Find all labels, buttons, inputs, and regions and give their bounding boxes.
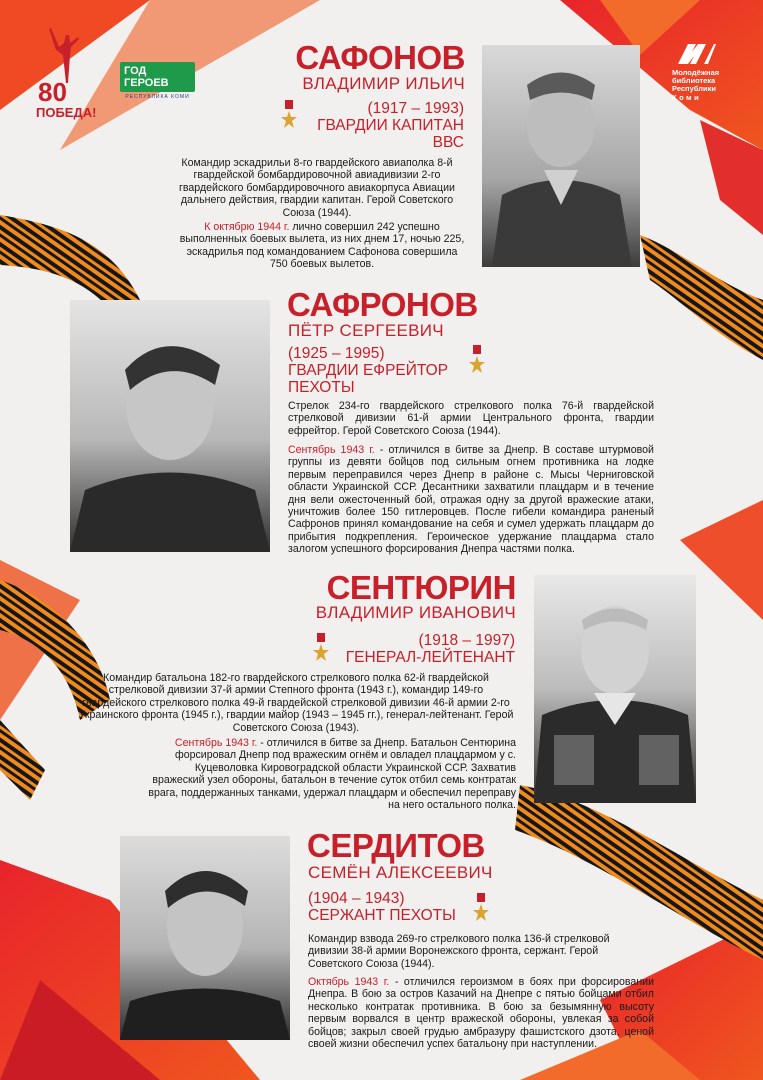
hero-portrait-figure: [534, 575, 696, 803]
hero-rank: ГВАРДИИ ЕФРЕЙТОР: [288, 362, 449, 379]
hero-given-name: ВЛАДИМИР ИЛЬИЧ: [302, 74, 465, 93]
library-m-icon: [678, 42, 716, 64]
hero-rank-branch: ПЕХОТЫ: [288, 379, 355, 396]
hero-given-name: СЕМЁН АЛЕКСЕЕВИЧ: [308, 863, 493, 882]
library-logo: [672, 42, 732, 102]
hero-rank: ГЕНЕРАЛ-ЛЕЙТЕНАНТ: [345, 649, 515, 666]
hero-given-name: ПЁТР СЕРГЕЕВИЧ: [288, 321, 444, 340]
hero-bio: Командир взвода 269-го стрелкового полка 136-й стрелковой дивизии 38-й армии Воронежского фронта, сержант. Герой Советского Союза (1944).: [308, 933, 610, 970]
hero-feat-date: Сентябрь 1943 г.: [288, 444, 375, 456]
library-line: Республики: [672, 84, 716, 94]
year-of-heroes-logo: [120, 62, 195, 100]
hero-years: (1925 – 1995): [288, 345, 385, 362]
hero-years: (1917 – 1993): [367, 100, 464, 117]
motherland-statue-icon: [46, 25, 86, 83]
hero-portrait-figure: [70, 300, 270, 552]
hero-surname: СЕНТЮРИН: [326, 569, 516, 606]
hero-feat-text: - отличился в битве за Днепр. Батальон Сентюрина форсировал Днепр под вражеским огнём и овладел плацдармом у с. Куцеволовка Кировоградской области Украинской ССР. Захватив вражеский узел обороны, батальон в течение суток отбил семь контратак врага, поддержанных танками, удержал плацдарм и обеспечил переправу на него остального полка.: [148, 737, 516, 812]
hero-feat-text: лично совершил 242 успешно выполненных боевых вылета, из них днем 17, ночью 225, эскадрилья под командованием Сафонова совершила 750 боевых вылетов.: [179, 221, 465, 271]
hero-portrait-figure: [482, 45, 640, 267]
hero-bio: Командир батальона 182-го гвардейского стрелкового полка 62-й гвардейской стрелковой дивизии 37-й армии Степного фронта (1943 г.), командир 149-го гвардейского стрелкового полка 49-й гвардейской стрелковой дивизии 46-й армии 2-го Украинского фронта (1945 г.), гвардии майор (1943 – 1945 гг.), генерал-лейтенант. Герой Советского Союза (1943).: [78, 672, 514, 734]
hero-feat-date: Октябрь 1943 г.: [308, 976, 390, 988]
hero-portrait: [70, 300, 270, 552]
hero-star-icon: [281, 100, 297, 130]
hero-bio: Командир эскадрильи 8-го гвардейского авиаполка 8-й гвардейской бомбардировочной авиадивизии 2-го гвардейского бомбардировочного авиакорпуса Авиации дальнего действия, гвардии капитан. Герой Советского Союза (1944).: [179, 157, 455, 219]
hero-bio: Стрелок 234-го гвардейского стрелкового полка 76-й гвардейской стрелковой дивизии 61-й армии Центрального фронта, гвардии ефрейтор. Герой Советского Союза (1944).: [288, 400, 654, 437]
victory-word: ПОБЕДА!: [36, 105, 97, 120]
hero-feat: [308, 976, 654, 1050]
victory-number: 80: [38, 77, 67, 107]
hero-rank-branch: ВВС: [432, 134, 464, 151]
hero-surname: САФРОНОВ: [287, 286, 478, 323]
hero-rank: СЕРЖАНТ ПЕХОТЫ: [308, 907, 456, 924]
hero-feat: [178, 221, 466, 271]
hero-surname: СЕРДИТОВ: [307, 827, 485, 864]
hero-star-icon: [313, 633, 329, 663]
hero-feat: [146, 737, 516, 811]
hero-feat-text: - отличился героизмом в боях при форсировании Днепра. В бою за остров Казачий на Днепре с пятью бойцами отбил несколько контратак противника. В бою за безымянную высоту первым ворвался в центр вражеской обороны, увлекая за собой бойцов; закрыл своей грудью амбразуру фашистского дзота, ценой своей жизни обеспечил успех батальону при наступлении.: [308, 976, 655, 1051]
hero-years: (1904 – 1943): [308, 890, 405, 907]
hero-years: (1918 – 1997): [418, 632, 515, 649]
victory-logo: [34, 25, 97, 125]
year-of-heroes-badge: ГОД ГЕРОЕВ: [120, 62, 195, 92]
year-of-heroes-sub: РЕСПУБЛИКА КОМИ: [125, 94, 190, 100]
library-line: Молодёжная: [672, 68, 720, 77]
hero-feat-date: Сентябрь 1943 г.: [174, 737, 258, 749]
hero-given-name: ВЛАДИМИР ИВАНОВИЧ: [315, 603, 516, 622]
hero-feat-date: К октябрю 1944 г.: [204, 221, 290, 233]
hero-feat: [288, 444, 654, 556]
hero-portrait: [534, 575, 696, 803]
hero-portrait-figure: [120, 836, 290, 1040]
library-line: Коми: [672, 92, 702, 102]
hero-portrait: [482, 45, 640, 267]
hero-feat-text: - отличился в битве за Днепр. В составе штурмовой группы из девяти бойцов под сильным огнем противника на лодке первым переправился через Днепр в районе с. Мысы Черниговской области Украинской ССР. Десантники захватили плацдарм и в течение дня вели ожесточенный бой, отражая одну за другой вражеские атаки, уничтожив более 150 гитлеровцев. После гибели командира раненый Сафронов принял командование на себя и сумел удержать плацдарм до прибытия подкрепления. Героическое удержание плацдарма стало залогом успешного форсирования Днепра частями полка.: [288, 444, 654, 556]
hero-surname: САФОНОВ: [295, 39, 465, 76]
hero-rank: ГВАРДИИ КАПИТАН: [317, 117, 464, 134]
hero-portrait: [120, 836, 290, 1040]
library-line: библиотека: [672, 76, 716, 86]
hero-star-icon: [473, 893, 489, 923]
hero-star-icon: [469, 345, 485, 375]
